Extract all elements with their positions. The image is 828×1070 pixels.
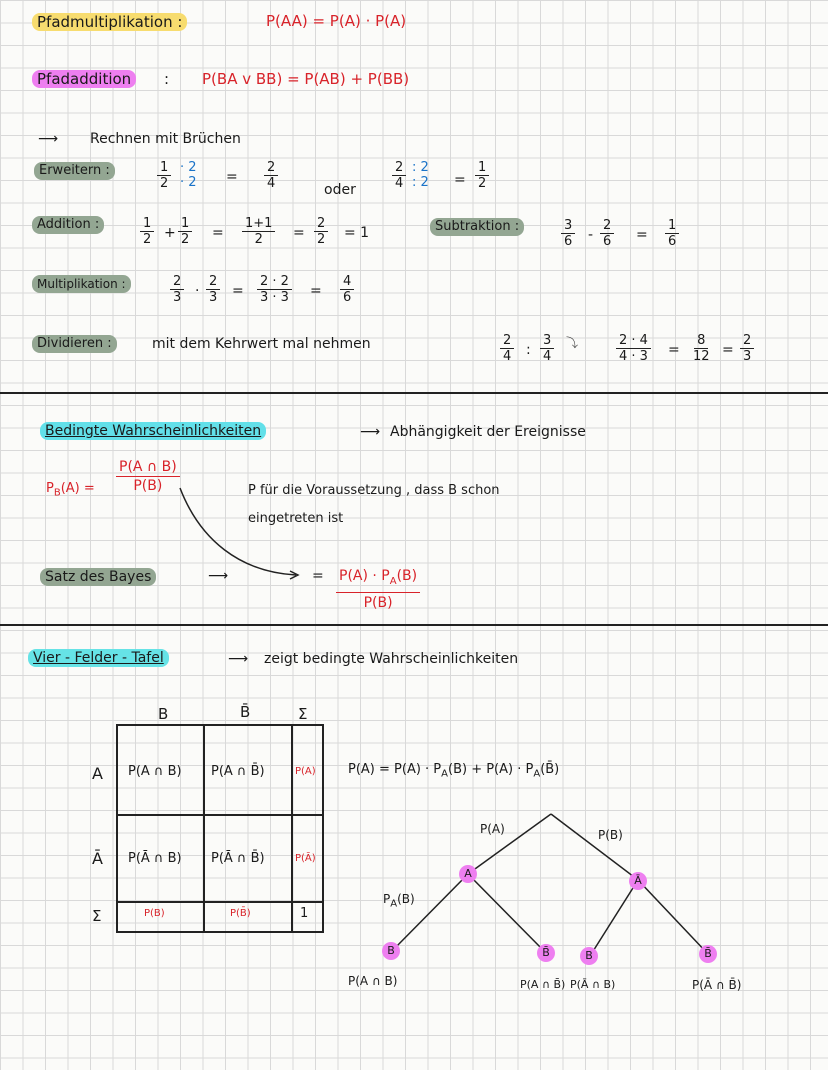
table-cell-sum-b: P(B) [144, 908, 165, 919]
addition-fraction-2: $\frac{1}{2}$ [178, 216, 192, 247]
pfadaddition-label: Pfadaddition [32, 70, 136, 88]
bedingte-note-line2: eingetreten ist [248, 511, 344, 526]
tree-branch-abar-bbar [638, 880, 708, 954]
conditional-prob-fraction: $\frac{P(A \cap B)}{P(B)}$ [116, 458, 180, 495]
div-fraction-1: $\frac{2}{4}$ [500, 333, 514, 364]
row-header-a: A [92, 764, 103, 783]
tree-leaf-b-2: B [580, 947, 598, 965]
tree-label-pab: $P_A(B)$ [383, 892, 415, 910]
erweitern-label: Erweitern : [34, 162, 115, 180]
mult-equals-2: = [310, 283, 322, 299]
pfadmultiplikation-label: Pfadmultiplikation : [32, 13, 187, 31]
div-equals-2: = [722, 342, 734, 358]
tree-leaf-b-1: B [382, 942, 400, 960]
bruch-heading: Rechnen mit Brüchen [90, 131, 241, 147]
mult-fraction-2: $\frac{2}{3}$ [206, 274, 220, 305]
div-result: $\frac{2}{3}$ [740, 333, 754, 364]
kuerzen-fraction-1: $\frac{2}{4}$ [392, 160, 406, 191]
tree-node-a: A [459, 865, 477, 883]
erweitern-equals: = [226, 169, 238, 185]
pfadaddition-colon: : [164, 70, 170, 88]
table-cell-abar-sum: P(Ā) [295, 853, 316, 864]
table-cell-abar-bbar: P(Ā ∩ B̄) [211, 851, 265, 866]
erweitern-fraction-1: $\frac{1}{2}$ [157, 160, 171, 191]
bayes-connector-arrow [180, 488, 296, 575]
div-colon: : [526, 342, 531, 358]
mult-result: $\frac{4}{6}$ [340, 274, 354, 305]
subtraktion-fraction-2: $\frac{2}{6}$ [600, 218, 614, 249]
table-cell-total: 1 [300, 906, 309, 921]
kuerzen-fraction-2: $\frac{1}{2}$ [475, 160, 489, 191]
vierfelder-label: Vier - Felder - Tafel [28, 649, 169, 667]
bayes-label: Satz des Bayes [40, 568, 156, 586]
tree-node-abar: Ā [629, 872, 647, 890]
bayes-fraction: $\frac{P(A) \cdot P_A(B)}{P(B)}$ [336, 566, 420, 613]
oder-text: oder [324, 182, 356, 198]
addition-plus: + [164, 225, 176, 241]
tree-branch-a-bbar [468, 874, 546, 953]
swap-arrow-icon: ⤵ [566, 336, 579, 350]
bedingte-note-line1: P für die Voraussetzung , dass B schon [248, 483, 500, 498]
table-cell-abar-b: P(Ā ∩ B) [128, 851, 182, 866]
total-probability-formula: $P(A) = P(A) \cdot P_A(B) + P(A)$ · $P_A(B̄)$ [348, 762, 560, 780]
bayes-arrow-icon: ⟶ [208, 568, 229, 584]
tree-leaf-bbar-2: B̄ [699, 945, 717, 963]
tree-leaf-label-3: P(Ā ∩ B) [570, 978, 616, 991]
conditional-prob-lhs: $P_B(A)$ = [46, 481, 95, 499]
table-cell-a-sum: P(A) [295, 766, 316, 777]
table-cell-a-b: P(A ∩ B) [128, 764, 182, 779]
addition-fraction-1: $\frac{1}{2}$ [140, 216, 154, 247]
subtraktion-label: Subtraktion : [430, 218, 524, 236]
col-header-bbar: B̄ [240, 703, 251, 721]
col-header-sigma: Σ [298, 705, 308, 723]
addition-fraction-3: $\frac{1+1}{2}$ [242, 216, 275, 247]
multiplikation-label: Multiplikation : [32, 275, 131, 293]
bedingte-arrow-icon: ⟶ [360, 424, 381, 440]
tree-branch-a-b [392, 874, 468, 951]
subtraktion-fraction-1: $\frac{3}{6}$ [561, 218, 575, 249]
dividieren-label: Dividieren : [32, 335, 117, 353]
kuerzen-equals: = [454, 172, 466, 188]
mult-fraction-3: $\frac{2 \cdot 2}{3 \cdot 3}$ [257, 274, 292, 305]
subtraktion-equals: = [636, 227, 648, 243]
tree-leaf-label-4: P(Ā ∩ B̄) [692, 978, 742, 992]
erweitern-factor-1: · 2 · 2 [180, 160, 197, 190]
tree-label-pa: P(A) [480, 822, 505, 836]
pfadmultiplikation-formula: P(AA) = P(A) · P(A) [266, 12, 407, 30]
tree-branch-root-abar [551, 814, 638, 880]
row-header-sigma: Σ [92, 907, 102, 925]
mult-equals-1: = [232, 283, 244, 299]
div-fraction-2: $\frac{3}{4}$ [540, 333, 554, 364]
kuerzen-factor: : 2 : 2 [412, 160, 429, 190]
subtraktion-result: $\frac{1}{6}$ [665, 218, 679, 249]
subtraktion-minus: - [588, 227, 594, 243]
arrow-right-icon: ⟶ [38, 131, 59, 147]
addition-equals-2: = [293, 225, 305, 241]
pfadaddition-formula: P(BA v BB) = P(AB) + P(BB) [202, 70, 410, 88]
bedingte-label: Bedingte Wahrscheinlichkeiten [40, 422, 266, 440]
tree-leaf-bbar-1: B̄ [537, 944, 555, 962]
bayes-equals: = [312, 568, 324, 584]
addition-fraction-4: $\frac{2}{2}$ [314, 216, 328, 247]
tree-leaf-label-2: P(A ∩ B̄) [520, 978, 566, 991]
mult-fraction-1: $\frac{2}{3}$ [170, 274, 184, 305]
div-equals-1: = [668, 342, 680, 358]
table-cell-a-bbar: P(A ∩ B̄) [211, 764, 265, 779]
erweitern-fraction-2: $\frac{2}{4}$ [264, 160, 278, 191]
addition-result: = 1 [344, 225, 370, 241]
tree-leaf-label-1: P(A ∩ B) [348, 974, 398, 988]
dividieren-text: mit dem Kehrwert mal nehmen [152, 336, 371, 352]
col-header-b: B [158, 705, 169, 723]
vierfelder-arrow-icon: ⟶ [228, 651, 249, 667]
bedingte-arrow-text: Abhängigkeit der Ereignisse [390, 424, 586, 440]
mult-dot: · [195, 283, 200, 299]
row-header-abar: Ā [92, 849, 103, 868]
addition-label: Addition : [32, 216, 104, 234]
vierfelder-arrow-text: zeigt bedingte Wahrscheinlichkeiten [264, 651, 519, 667]
table-cell-sum-bbar: P(B̄) [230, 908, 251, 919]
div-fraction-3: $\frac{2 \cdot 4}{4 \cdot 3}$ [616, 333, 651, 364]
tree-branch-abar-b [590, 880, 638, 956]
div-fraction-4: $\frac{8}{12}$ [693, 333, 710, 364]
tree-label-pb: P(B) [598, 828, 623, 842]
addition-equals-1: = [212, 225, 224, 241]
